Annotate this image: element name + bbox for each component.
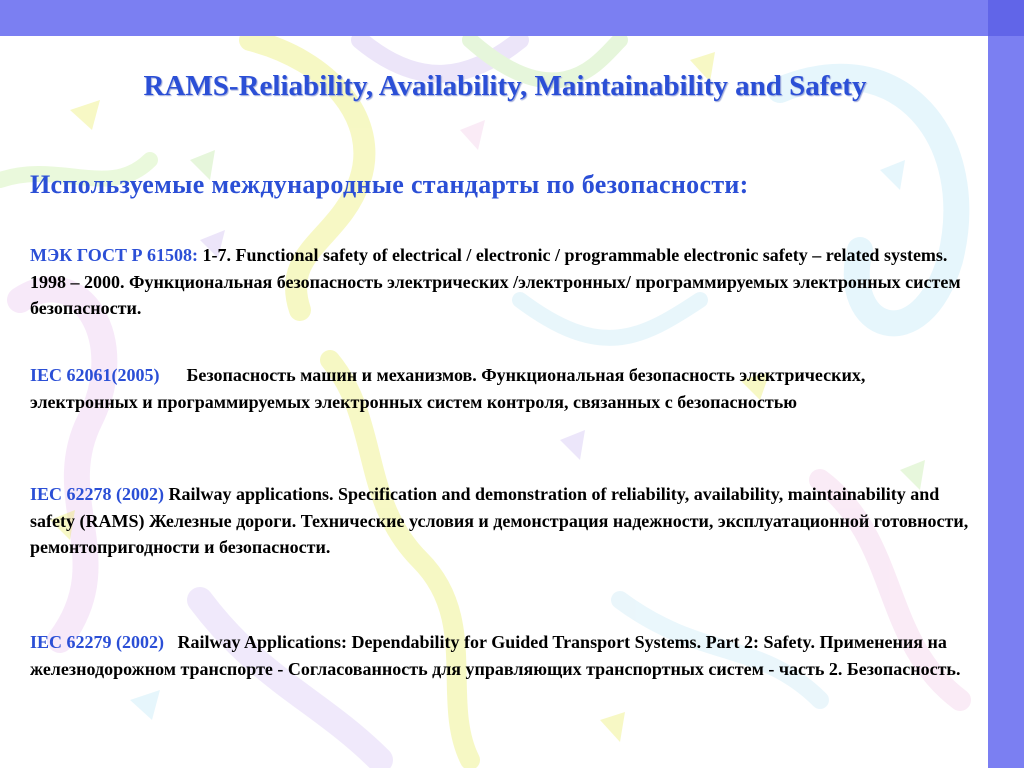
confetti-piece [130,690,160,720]
slide-subtitle: Используемые международные стандарты по безопасности: [30,170,749,199]
standard-description: Безопасность машин и механизмов. Функциональная безопасность электрических, электронных и программируемых электронных систем контроля, связанных с безопасностью [30,365,870,412]
confetti-piece [560,430,585,460]
standard-paragraph [30,242,970,322]
confetti-piece [600,712,625,742]
standard-code: IEC 62279 (2002) [30,632,164,652]
top-accent-bar [0,0,1024,36]
standard-paragraph [30,362,970,415]
standard-code: IEC 62061(2005) [30,365,160,385]
confetti-piece [460,120,485,150]
slide-title: RAMS-Reliability, Availability, Maintainability and Safety [143,70,867,102]
confetti-piece [880,160,905,190]
standard-code: МЭК ГОСТ Р 61508: [30,245,198,265]
right-accent-bar [988,0,1024,768]
standard-paragraph [30,481,970,561]
streamer-pink-left [20,289,104,640]
standard-paragraph [30,629,970,682]
standard-code: IEC 62278 (2002) [30,484,164,504]
standard-description: Railway applications. Specification and demonstration of reliability, availability, maintainability and safety (RAMS) Железные дороги. Технические условия и демонстрация надежности, эксплуатационной готовности, ремонтопригодности и безопасности. [30,484,969,557]
standard-description: Railway Applications: Dependability for Guided Transport Systems. Part 2: Safety. Применения на железнодорожном транспорте - Согласованность для управляющих транспортных систем - часть 2. Безопасность. [30,632,961,679]
standard-description: 1-7. Functional safety of electrical / electronic / programmable electronic safety – related systems. 1998 – 2000. Функциональная безопасность электрических /электронных/ программируемых электронных систем безопасности. [30,245,961,318]
corner-accent-square [988,0,1024,36]
confetti-piece [70,100,100,130]
